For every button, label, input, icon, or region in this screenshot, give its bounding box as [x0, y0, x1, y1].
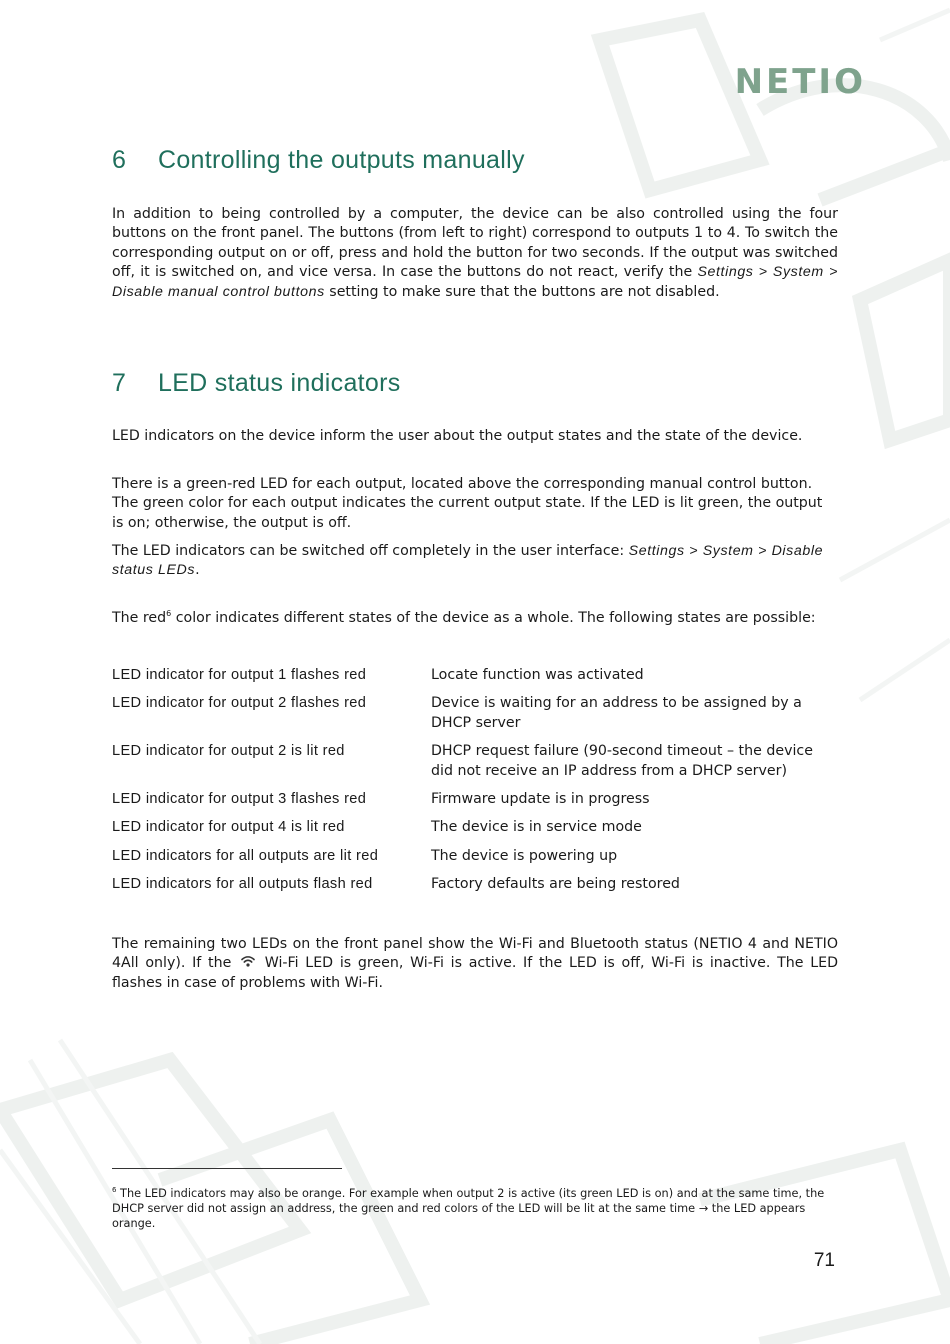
led-meaning: The device is powering up [431, 847, 618, 864]
section-6-text-before: In addition to being controlled by a computer, the device can be also controlled using the four buttons on the front panel. The buttons (from left to right) correspond to outputs 1 to 4. To switch the corresponding output on or off, press and hold the button for two seconds. If the output was switched off, it is switched on, and vice versa. In case the buttons do not react, verify the [112, 206, 838, 281]
led-meaning: The device is in service mode [431, 819, 642, 836]
section-7-heading [112, 369, 401, 398]
led-meaning: Locate function was activated [431, 667, 644, 683]
section-7-title: LED status indicators [158, 369, 401, 397]
manual-buttons-setting-path: Settings > System > Disable manual control buttons [112, 264, 838, 300]
wifi-paragraph [112, 935, 838, 993]
page-number: 71 [813, 1250, 835, 1271]
switch-off-paragraph [112, 542, 838, 581]
table-row [112, 875, 838, 894]
table-row [112, 818, 838, 837]
led-intro-paragraph: LED indicators on the device inform the user about the output states and the state of the device. [112, 428, 803, 444]
section-6-title: Controlling the outputs manually [158, 146, 525, 174]
led-condition: LED indicators for all outputs are lit red [112, 847, 379, 864]
table-row [112, 742, 838, 781]
led-condition: LED indicator for output 2 flashes red [112, 695, 367, 712]
section-6-paragraph [112, 205, 838, 302]
led-meaning: DHCP request failure (90-second timeout – the device did not receive an IP address from a DHCP server) [431, 743, 813, 779]
red-color-paragraph [112, 609, 838, 628]
footnote-divider [112, 1168, 342, 1169]
table-row [112, 666, 838, 685]
table-row [112, 847, 838, 866]
switch-off-text-before: The LED indicators can be switched off completely in the user interface: [112, 543, 629, 559]
led-condition: LED indicator for output 1 flashes red [112, 667, 367, 683]
wifi-icon [240, 954, 256, 968]
section-6-text-after: setting to make sure that the buttons are not disabled. [324, 283, 720, 300]
led-meaning: Factory defaults are being restored [431, 876, 680, 893]
led-condition: LED indicator for output 3 flashes red [112, 791, 367, 808]
led-meaning: Device is waiting for an address to be assigned by a DHCP server [431, 695, 802, 731]
switch-off-text-after: . [195, 562, 200, 579]
footnote-ref: 6 [166, 609, 172, 618]
wifi-text-before: The remaining two LEDs on the front panel show the Wi-Fi and Bluetooth status (NETIO 4 and NETIO 4All only). If the [112, 936, 838, 972]
wifi-text-after: Wi-Fi LED is green, Wi-Fi is active. If the LED is off, Wi-Fi is inactive. The LED flashes in case of problems with Wi-Fi. [112, 955, 839, 991]
led-meaning: Firmware update is in progress [431, 791, 650, 808]
led-condition: LED indicators for all outputs flash red [112, 876, 373, 893]
section-6-number: 6 [112, 146, 127, 174]
footnote-marker: 6 [112, 1186, 117, 1194]
led-condition: LED indicator for output 2 is lit red [112, 743, 345, 760]
footnote-text: The LED indicators may also be orange. For example when output 2 is active (its green LED is on) and at the same time, the DHCP server did not assign an address, the green and red colors of the LED will be lit at the same time → the LED appears orange. [112, 1187, 825, 1230]
table-row [112, 694, 838, 733]
led-states-table [112, 666, 838, 904]
section-7-number: 7 [112, 369, 127, 397]
section-6-heading [112, 146, 525, 175]
red-text-before: The red [112, 610, 167, 626]
table-row [112, 790, 838, 809]
status-leds-setting-path: Settings > System > Disable status LEDs [112, 543, 824, 579]
led-condition: LED indicator for output 4 is lit red [112, 819, 345, 836]
red-text-after: color indicates different states of the device as a whole. The following states are possible: [171, 610, 816, 626]
green-red-led-paragraph: There is a green-red LED for each output, located above the corresponding manual control button. The green color for each output indicates the current output state. If the LED is lit green, the output is on; otherwise, the output is off. [112, 476, 823, 531]
netio-logo: NETIO [734, 62, 866, 102]
footnote [112, 1186, 838, 1231]
